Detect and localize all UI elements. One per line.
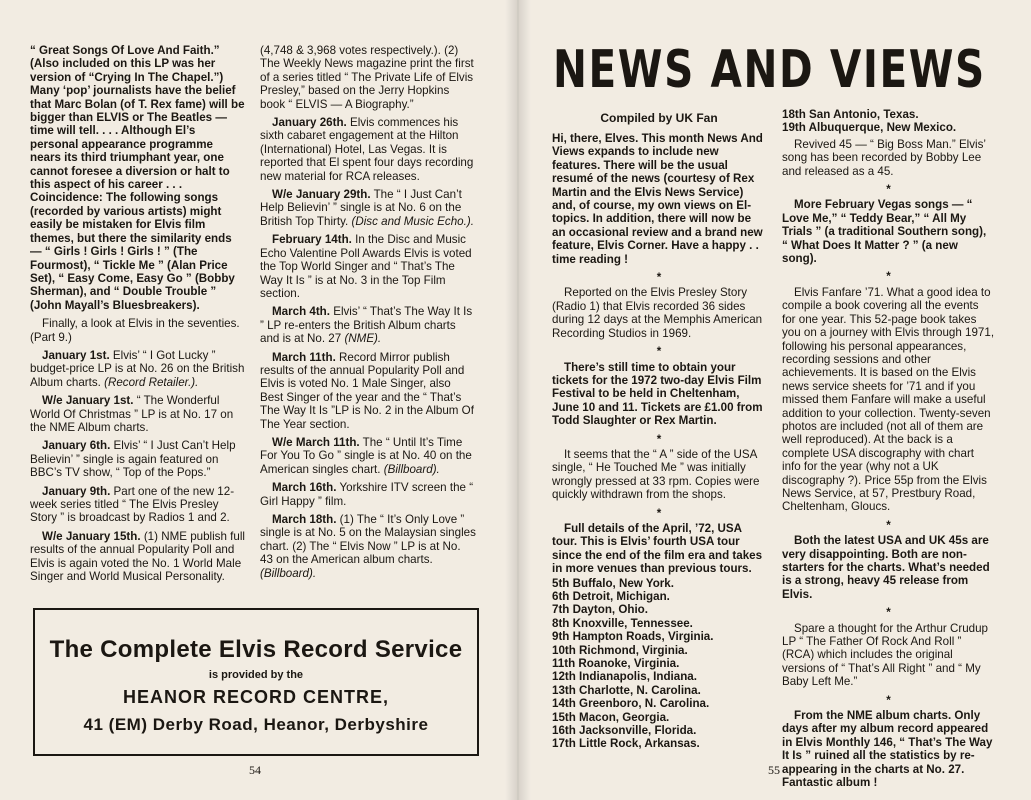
list-item: 18th San Antonio, Texas. [782, 108, 919, 121]
news-item: From the NME album charts. Only days after my album record appeared in Elvis Monthly 146, “ That’s The Way It Is ” ruined all the statistics by re-appearing in the charts at No. 27. Fantastic album ! [782, 709, 993, 790]
entry-text: (1) NME publish full results of the annual Popularity Poll and Elvis is again voted the No. 1 World Male Singer and World Musical Personality. [30, 529, 245, 584]
entry-source: (NME). [344, 332, 382, 346]
entry-text: Elvis commences his sixth cabaret engagement at the Hilton (International) Hotel, Las Vegas. It is reported that El spent four days recording new material for RCA releases. [260, 116, 474, 183]
ad-headline: The Complete Elvis Record Service [49, 636, 463, 663]
ad-subline: is provided by the [208, 669, 304, 681]
diary-entry [260, 233, 476, 300]
list-item: 9th Hampton Roads, Virginia. [552, 630, 714, 644]
right-column-2 [782, 108, 995, 795]
news-item: Reported on the Elvis Presley Story (Radio 1) that Elvis recorded 36 sides during 12 days at the Memphis American Recording Studios in 1969. [552, 286, 763, 340]
entry-text: Elvis’ “ I Got Lucky ” budget-price LP is at No. 26 on the British Album charts. [30, 348, 245, 389]
entry-date: February 14th. [272, 233, 352, 247]
diary-entry [260, 481, 476, 508]
entry-text: “ The Wonderful World Of Christmas ” LP is at No. 17 on the NME Album charts. [30, 394, 234, 434]
entry-date: March 16th. [272, 481, 337, 495]
separator-star: * [886, 693, 891, 707]
review-paragraph: Elvis Fanfare ’71. What a good idea to compile a book covering all the events for one year. This 52-page book takes you on a journey with Elvis through 1971, following his personal appearances, recording sessions and other achievements. It is based on the Elvis news service sheets for ’71 and if you missed them Fanfare will make a useful addition to your collection. Twenty-seven photos are included (not all of them are well reproduced). At the back is a complete USA discography with chart info for the year (why not a UK discography ?). Price 55p from the Elvis News Service, at 57, Prestbury Road, Cheltenham, Gloucs. [782, 285, 995, 514]
entry-date: W/e March 11th. [272, 435, 360, 449]
left-column-1 [30, 44, 245, 588]
page-number: 54 [249, 763, 261, 777]
tour-dates-list [552, 577, 766, 751]
diary-entry [260, 436, 476, 476]
paragraph: “ Great Songs Of Love And Faith.” (Also included on this LP was her version of “Crying In The Chapel.”) Many ‘pop’ journalists have the belief that Marc Bolan (of T. Rex fame) will be bigger than ELVIS or The Beatles — time will tell. . . . Although El’s personal appearance programme nears its third triumphant year, one cannot foresee a diversion or halt to this aspect of his career . . . Coincidence: The following songs (recorded by various artists) might easily be mistaken for Elvis film themes, but there the similarity ends — “ Girls ! Girls ! Girls ! ” (The Fourmost), “ Tickle Me ” (Alan Price Set), “ Easy Come, Easy Go ” (Bobby Sherman), and “ Double Trouble ” (John Mayall’s Bluesbreakers). [30, 44, 245, 312]
news-item: Revived 45 — “ Big Boss Man.” Elvis’ song has been recorded by Bobby Lee and released as a 45. [782, 137, 986, 178]
diary-entry [30, 439, 245, 479]
ad-address: 41 (EM) Derby Road, Heanor, Derbyshire [83, 715, 429, 734]
diary-entry [30, 349, 245, 389]
entry-date: January 1st. [42, 348, 110, 362]
list-item: 7th Dayton, Ohio. [552, 603, 648, 617]
entry-date: January 9th. [42, 484, 111, 498]
list-item: 10th Richmond, Virginia. [552, 643, 688, 657]
entry-text: Elvis’ “ That’s The Way It Is ” LP re-enters the British Album charts and is at No. 27 [260, 305, 473, 346]
entry-date: W/e January 15th. [42, 529, 141, 543]
news-item: More February Vegas songs — “ Love Me,” “ Teddy Bear,” “ All My Trials ” (a traditional Southern song), “ What Does It Matter ? ” (a new song). [782, 198, 987, 266]
list-item: 15th Macon, Georgia. [552, 710, 670, 724]
entry-text: Part one of the new 12-week series titled “ The Elvis Presley Story ” is broadcast by Radios 1 and 2. [30, 484, 235, 525]
tour-dates-continued [782, 108, 995, 135]
news-item: Both the latest USA and UK 45s are very disappointing. Both are non-starters for the charts. What’s needed is a strong, heavy 45 release from Elvis. [782, 534, 990, 601]
list-item: 19th Albuquerque, New Mexico. [782, 121, 957, 135]
left-column-2 [260, 44, 476, 585]
entry-date: W/e January 1st. [42, 394, 134, 408]
entry-text: Elvis’ “ I Just Can’t Help Believin’ ” single is again featured on BBC’s TV show, “ Top of the Pops.” [30, 439, 236, 480]
list-item: 12th Indianapolis, Indiana. [552, 670, 697, 684]
separator-star: * [886, 183, 891, 197]
entry-text: Record Mirror publish results of the annual Popularity Poll and Elvis is voted No. 1 Male Singer, also Best Singer of the year and the “ That’s The Way It Is ”LP is No. 2 in the Album Of The Year section. [260, 350, 474, 431]
diary-entry [30, 394, 245, 434]
entry-date: March 4th. [272, 305, 330, 319]
entry-text: The “ I Just Can’t Help Believin’ ” single is at No. 6 on the British Top Thirty. [260, 188, 462, 228]
diary-entry [260, 351, 476, 431]
separator-star: * [886, 518, 891, 532]
page-number: 55 [768, 763, 780, 777]
separator-star: * [656, 432, 662, 446]
news-item: There’s still time to obtain your tickets for the 1972 two-day Elvis Film Festival to be held in Cheltenham, June 10 and 11. Tickets are £1.00 from Todd Slaughter or Rex Martin. [552, 360, 763, 428]
paragraph: Finally, a look at Elvis in the seventies. (Part 9.) [30, 317, 240, 344]
list-item: 17th Little Rock, Arkansas. [552, 737, 700, 751]
entry-date: January 6th. [42, 439, 111, 453]
news-item: It seems that the “ A ” side of the USA single, “ He Touched Me ” was initially wrongly pressed at 33 rpm. Copies were quickly withdrawn from the shops. [552, 447, 760, 502]
list-item: 8th Knoxville, Tennessee. [552, 616, 693, 630]
list-item: 6th Detroit, Michigan. [552, 590, 670, 603]
right-column-1 [552, 132, 766, 751]
diary-entry [260, 513, 476, 580]
entry-source: (Billboard). [260, 566, 317, 580]
list-item: 16th Jacksonville, Florida. [552, 724, 697, 738]
diary-entry [30, 485, 245, 525]
entry-text: In the Disc and Music Echo Valentine Poll Awards Elvis is voted the Top World Singer and “ That’s The Way It Is ” is at No. 3 in the Top Film section. [260, 233, 472, 300]
paragraph: (4,748 & 3,968 votes respectively.). (2) The Weekly News magazine print the first of a series titled “ The Private Life of Elvis Presley,” based on the Jerry Hopkins book “ ELVIS — A Biography.” [260, 44, 474, 111]
intro-paragraph: Hi, there, Elves. This month News And Views expands to include new features. There will be the usual resumé of the news (courtesy of Rex Martin and the Elvis News Service) and, of course, my own views on El-topics. In addition, there will now be an occasional review and a brand new feature, Elvis Corner. Have a happy . . time reading ! [552, 132, 763, 266]
diary-entry [260, 116, 476, 183]
ad-shop-name: HEANOR RECORD CENTRE, [122, 687, 389, 707]
entry-date: W/e January 29th. [272, 188, 371, 202]
list-item: 14th Greenboro, N. Carolina. [552, 697, 710, 711]
news-item: Spare a thought for the Arthur Crudup LP “ The Father Of Rock And Roll ” (RCA) which includes the original versions of “ That’s All Right ” and “ My Baby Left Me.” [782, 621, 988, 689]
diary-entry [260, 305, 476, 345]
entry-date: March 18th. [272, 513, 337, 526]
list-item: 11th Roanoke, Virginia. [552, 657, 680, 671]
byline: Compiled by UK Fan [600, 111, 718, 125]
separator-star: * [656, 345, 662, 359]
book-gutter [505, 0, 531, 800]
entry-date: January 26th. [272, 116, 347, 130]
page-title: NEWS AND VIEWS [553, 40, 986, 100]
list-item: 5th Buffalo, New York. [552, 576, 674, 590]
list-item: 13th Charlotte, N. Carolina. [552, 683, 701, 697]
diary-entry [260, 188, 476, 228]
separator-star: * [656, 271, 662, 285]
advertisement-box [33, 608, 479, 756]
entry-date: March 11th. [272, 350, 336, 364]
left-page [0, 0, 515, 800]
entry-text: Yorkshire ITV screen the “ Girl Happy ” film. [260, 481, 474, 508]
separator-star: * [886, 270, 891, 284]
entry-text: (1) The “ It’s Only Love ” single is at No. 5 on the Malaysian singles chart. (2) The “ Elvis Now ” LP is at No. 43 on the American album charts. [260, 513, 476, 567]
entry-text: The “ Until It’s Time For You To Go ” single is at No. 40 on the American singles chart. [260, 435, 472, 476]
separator-star: * [886, 606, 891, 620]
separator-star: * [656, 506, 662, 520]
news-item: Full details of the April, ’72, USA tour. This is Elvis’ fourth USA tour since the end of the film era and takes in more venues than previous tours. [552, 521, 763, 576]
entry-source: (Record Retailer.). [104, 375, 199, 389]
entry-source: (Billboard). [383, 462, 440, 476]
diary-entry [30, 530, 245, 584]
entry-source: (Disc and Music Echo.). [351, 214, 474, 228]
